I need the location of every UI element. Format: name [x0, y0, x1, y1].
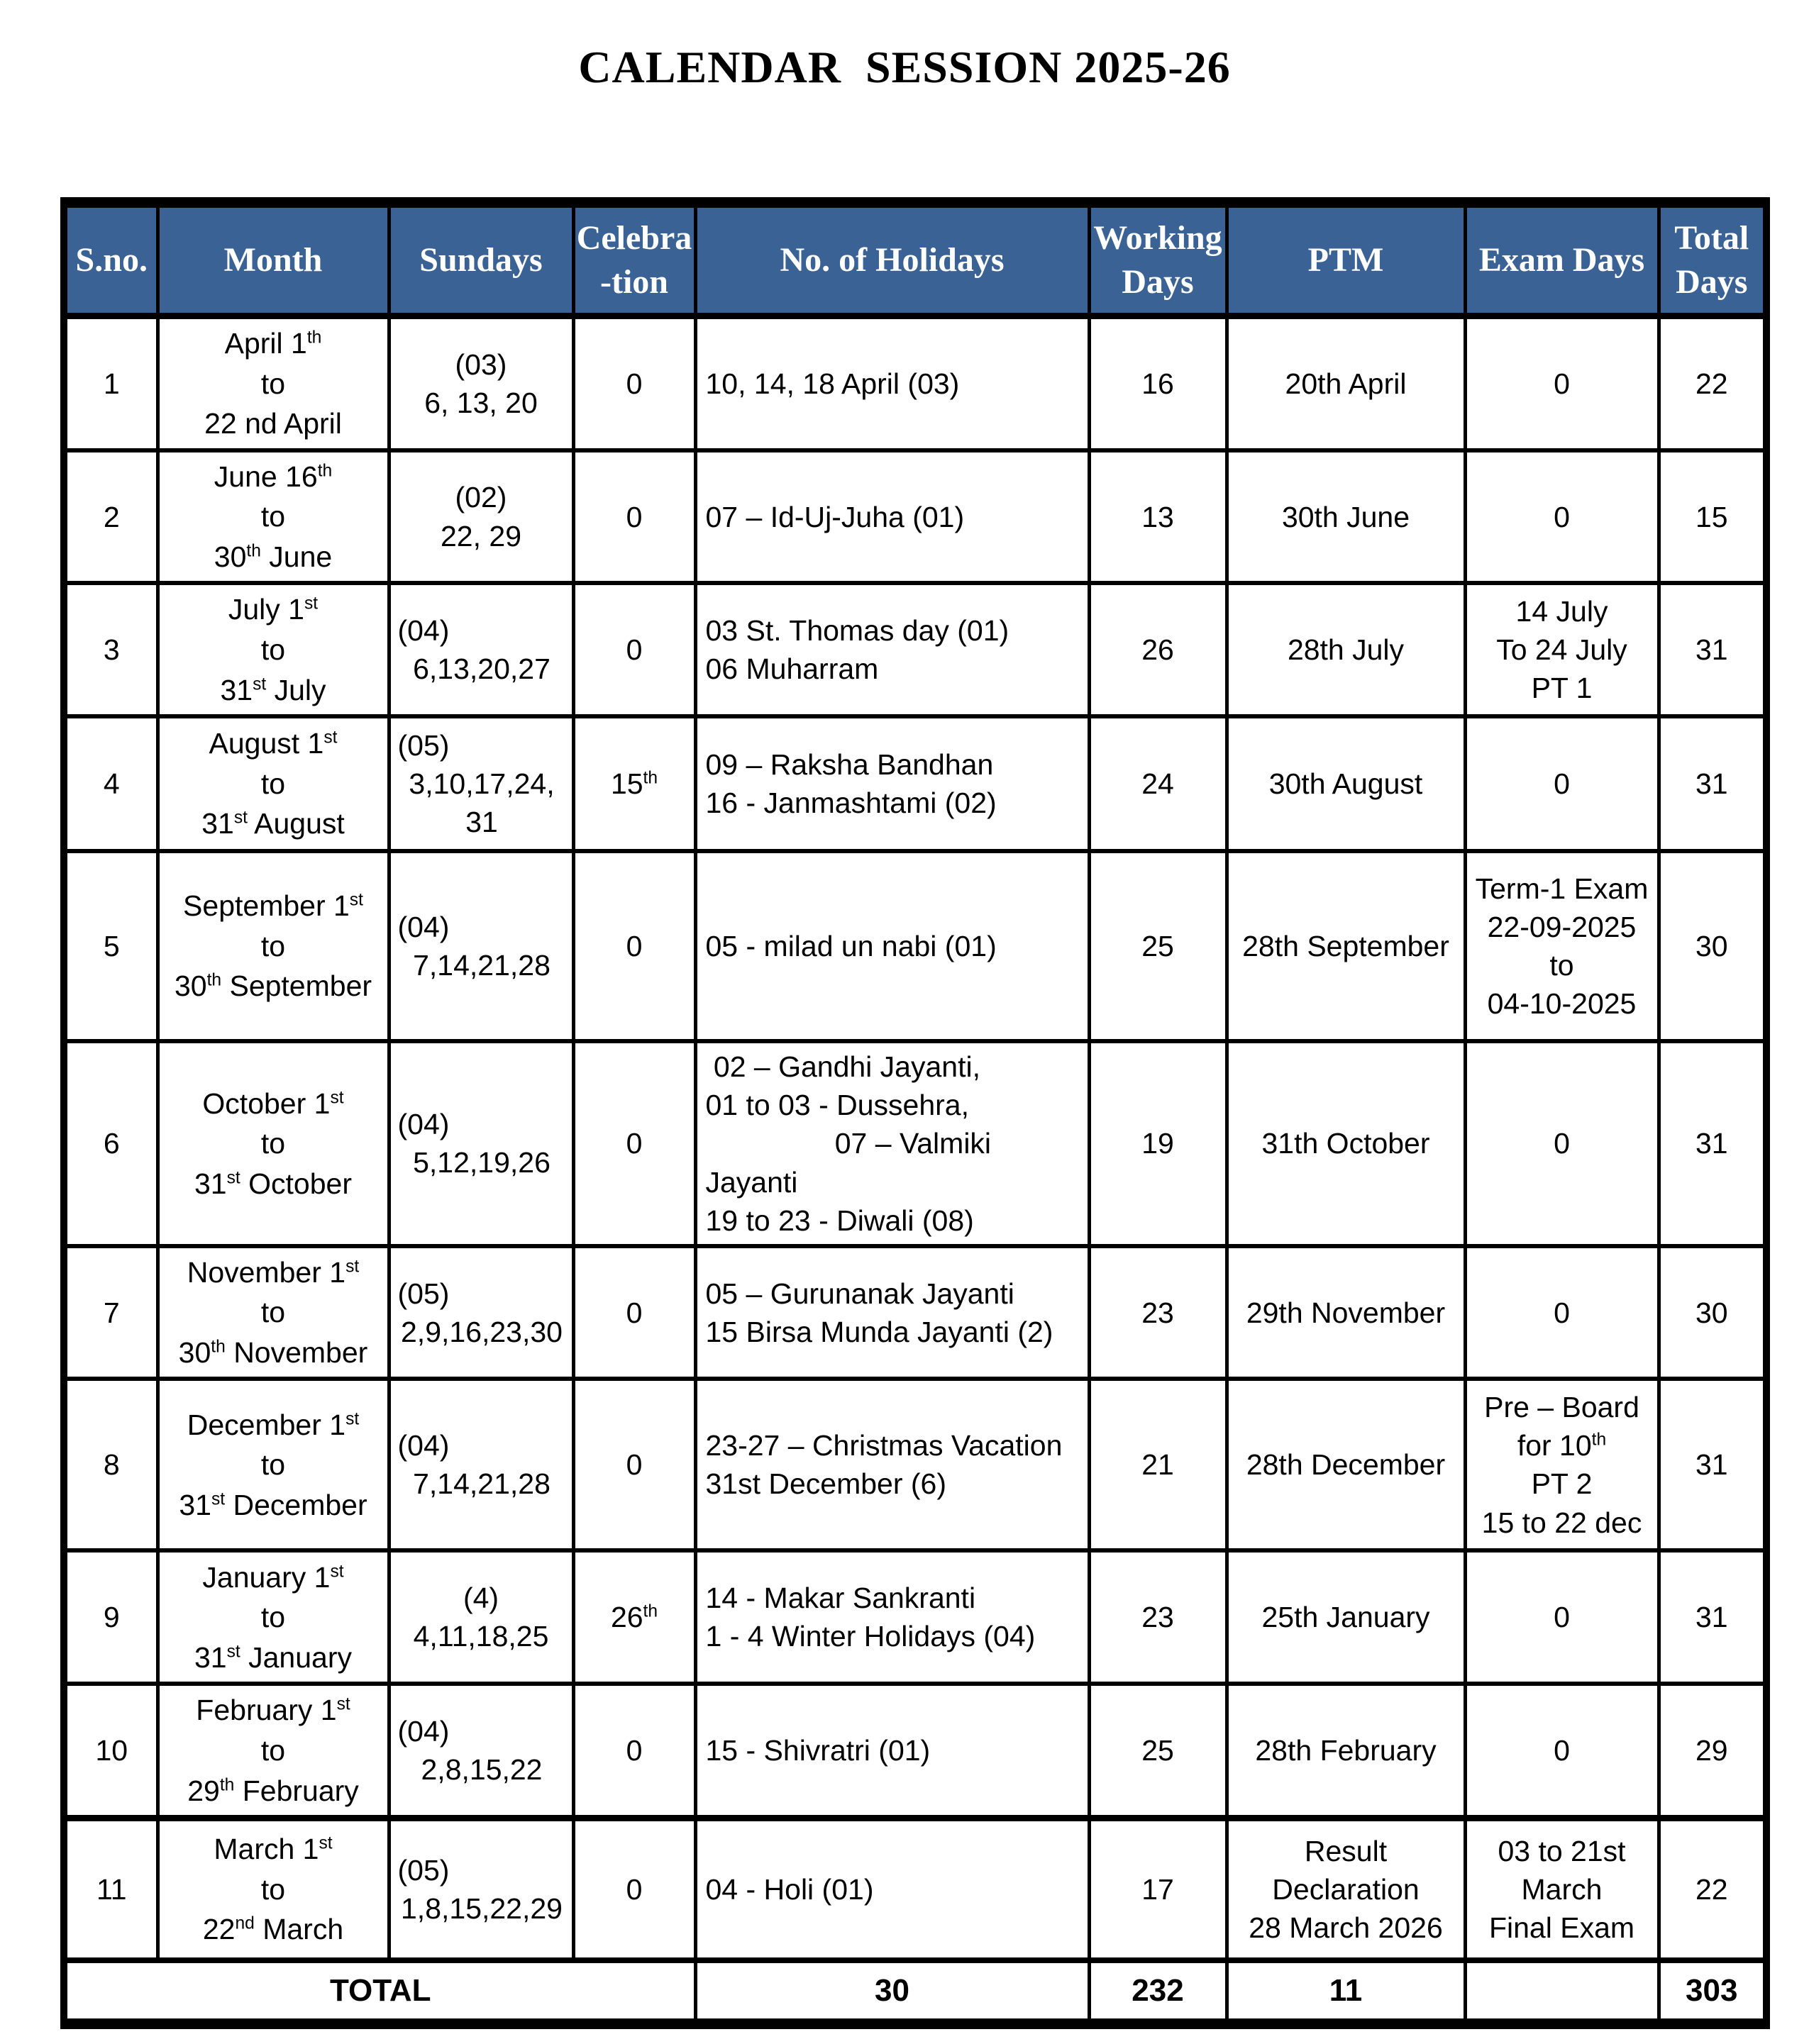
working-cell: 24: [1089, 716, 1227, 851]
exam-cell: 0: [1465, 716, 1659, 851]
holidays-cell: 15 - Shivratri (01): [695, 1684, 1089, 1818]
month-cell: September 1st to 30th September: [157, 851, 389, 1041]
exam-cell: 03 to 21st March Final Exam: [1465, 1818, 1659, 1960]
sundays-count: (04): [397, 1108, 450, 1141]
sno-cell: 7: [64, 1246, 157, 1379]
total-cell: 30: [1659, 1246, 1766, 1379]
sno-cell: 2: [64, 450, 157, 584]
sundays-cell: [389, 716, 573, 851]
sundays-cell: [389, 1818, 573, 1960]
working-total: 232: [1089, 1960, 1227, 2024]
sundays-count: (04): [397, 911, 450, 944]
month-cell: August 1st to 31st August: [157, 716, 389, 851]
sundays-days: 7,14,21,28: [413, 1467, 551, 1501]
ptm-total: 11: [1227, 1960, 1465, 2024]
month-cell: January 1st to 31st January: [157, 1550, 389, 1684]
exam-cell: 0: [1465, 450, 1659, 584]
holidays-cell: 09 – Raksha Bandhan 16 - Janmashtami (02): [695, 716, 1089, 851]
sno-cell: 3: [64, 583, 157, 716]
ptm-cell: Result Declaration 28 March 2026: [1227, 1818, 1465, 1960]
col-header-celebration: Celebra -tion: [573, 203, 695, 316]
sundays-cell: [389, 316, 573, 450]
holidays-cell: 04 - Holi (01): [695, 1818, 1089, 1960]
month-cell: December 1st to 31st December: [157, 1379, 389, 1550]
sundays-count: (04): [397, 1715, 450, 1748]
sundays-days: 22, 29: [441, 519, 521, 552]
sundays-count: (4): [463, 1582, 499, 1615]
sundays-count: (04): [397, 1429, 450, 1462]
total-cell: 31: [1659, 583, 1766, 716]
holidays-total: 30: [695, 1960, 1089, 2024]
month-cell: November 1st to 30th November: [157, 1246, 389, 1379]
working-cell: 13: [1089, 450, 1227, 584]
total-cell: 31: [1659, 716, 1766, 851]
ptm-cell: 20th April: [1227, 316, 1465, 450]
sundays-cell: [389, 1379, 573, 1550]
sno-cell: 1: [64, 316, 157, 450]
sno-cell: 5: [64, 851, 157, 1041]
celebration-cell: 15th: [573, 716, 695, 851]
table-row: [64, 316, 1766, 450]
col-header-sundays: Sundays: [389, 203, 573, 316]
month-cell: February 1st to 29th February: [157, 1684, 389, 1818]
sno-cell: 11: [64, 1818, 157, 1960]
table-row: [64, 583, 1766, 716]
col-header-ptm: PTM: [1227, 203, 1465, 316]
total-days-total: 303: [1659, 1960, 1766, 2024]
working-cell: 25: [1089, 851, 1227, 1041]
celebration-cell: 0: [573, 1246, 695, 1379]
holidays-cell: 23-27 – Christmas Vacation 31st December (6): [695, 1379, 1089, 1550]
sundays-cell: [389, 1550, 573, 1684]
ptm-cell: 28th December: [1227, 1379, 1465, 1550]
sundays-cell: [389, 450, 573, 584]
sundays-count: (02): [455, 481, 507, 514]
sundays-count: (05): [397, 1853, 450, 1887]
celebration-cell: 0: [573, 450, 695, 584]
sundays-count: (05): [397, 729, 450, 762]
working-cell: 23: [1089, 1246, 1227, 1379]
total-cell: 31: [1659, 1550, 1766, 1684]
sundays-days: 1,8,15,22,29: [401, 1892, 563, 1925]
sundays-cell: [389, 1246, 573, 1379]
table-header: [64, 203, 1766, 316]
exam-cell: 0: [1465, 1550, 1659, 1684]
sundays-days: 4,11,18,25: [413, 1620, 549, 1653]
working-cell: 17: [1089, 1818, 1227, 1960]
total-cell: 31: [1659, 1379, 1766, 1550]
exam-cell: Term-1 Exam 22-09-2025 to 04-10-2025: [1465, 851, 1659, 1041]
month-cell: April 1th to 22 nd April: [157, 316, 389, 450]
holidays-cell: 05 - milad un nabi (01): [695, 851, 1089, 1041]
header-row: [64, 203, 1766, 316]
exam-total: [1465, 1960, 1659, 2024]
celebration-cell: 0: [573, 1684, 695, 1818]
sundays-days: 6,13,20,27: [413, 652, 551, 686]
sno-cell: 4: [64, 716, 157, 851]
working-cell: 23: [1089, 1550, 1227, 1684]
total-cell: 30: [1659, 851, 1766, 1041]
celebration-cell: 0: [573, 583, 695, 716]
table-row: [64, 1550, 1766, 1684]
ptm-cell: 31th October: [1227, 1041, 1465, 1246]
col-header-working: Working Days: [1089, 203, 1227, 316]
exam-cell: 14 July To 24 July PT 1: [1465, 583, 1659, 716]
exam-cell: 0: [1465, 316, 1659, 450]
celebration-cell: 0: [573, 1379, 695, 1550]
working-cell: 19: [1089, 1041, 1227, 1246]
ptm-cell: 28th July: [1227, 583, 1465, 716]
total-label: TOTAL: [64, 1960, 695, 2024]
table-row: [64, 1684, 1766, 1818]
table-row: [64, 1041, 1766, 1246]
sundays-days: 2,9,16,23,30: [401, 1315, 563, 1348]
sundays-cell: [389, 1684, 573, 1818]
holidays-cell: 10, 14, 18 April (03): [695, 316, 1089, 450]
sundays-count: (03): [455, 348, 507, 381]
celebration-cell: 0: [573, 1041, 695, 1246]
table-row: [64, 1246, 1766, 1379]
col-header-total: Total Days: [1659, 203, 1766, 316]
total-cell: 15: [1659, 450, 1766, 584]
col-header-holidays: No. of Holidays: [695, 203, 1089, 316]
sundays-days: 5,12,19,26: [413, 1146, 551, 1179]
sundays-count: (05): [397, 1277, 450, 1310]
col-header-sno: S.no.: [64, 203, 157, 316]
celebration-cell: 26th: [573, 1550, 695, 1684]
holidays-cell: 05 – Gurunanak Jayanti 15 Birsa Munda Jayanti (2): [695, 1246, 1089, 1379]
month-cell: July 1st to 31st July: [157, 583, 389, 716]
sundays-cell: [389, 1041, 573, 1246]
sundays-days: 3,10,17,24, 31: [409, 767, 555, 839]
sno-cell: 9: [64, 1550, 157, 1684]
holidays-cell: 14 - Makar Sankranti 1 - 4 Winter Holidays (04): [695, 1550, 1089, 1684]
table-row: [64, 450, 1766, 584]
sno-cell: 6: [64, 1041, 157, 1246]
total-cell: 31: [1659, 1041, 1766, 1246]
month-cell: March 1st to 22nd March: [157, 1818, 389, 1960]
working-cell: 16: [1089, 316, 1227, 450]
ptm-cell: 25th January: [1227, 1550, 1465, 1684]
sundays-cell: [389, 583, 573, 716]
celebration-cell: 0: [573, 1818, 695, 1960]
exam-cell: 0: [1465, 1246, 1659, 1379]
total-row: [64, 1960, 1766, 2024]
ptm-cell: 28th September: [1227, 851, 1465, 1041]
ptm-cell: 30th August: [1227, 716, 1465, 851]
sundays-days: 7,14,21,28: [413, 949, 551, 982]
sno-cell: 10: [64, 1684, 157, 1818]
ptm-cell: 28th February: [1227, 1684, 1465, 1818]
working-cell: 25: [1089, 1684, 1227, 1818]
total-cell: 22: [1659, 1818, 1766, 1960]
holidays-cell: 02 – Gandhi Jayanti, 01 to 03 - Dussehra, 07 – Valmiki Jayanti 19 to 23 - Diwali (08): [695, 1041, 1089, 1246]
celebration-cell: 0: [573, 316, 695, 450]
sundays-days: 6, 13, 20: [424, 386, 538, 419]
exam-cell: Pre – Board for 10th PT 2 15 to 22 dec: [1465, 1379, 1659, 1550]
table-row: [64, 1379, 1766, 1550]
sno-cell: 8: [64, 1379, 157, 1550]
ptm-cell: 30th June: [1227, 450, 1465, 584]
sundays-days: 2,8,15,22: [421, 1753, 543, 1787]
col-header-month: Month: [157, 203, 389, 316]
exam-cell: 0: [1465, 1041, 1659, 1246]
page-title: CALENDAR SESSION 2025-26: [578, 42, 1231, 92]
month-cell: October 1st to 31st October: [157, 1041, 389, 1246]
sundays-cell: [389, 851, 573, 1041]
calendar-table: [60, 197, 1770, 2029]
holidays-cell: 03 St. Thomas day (01) 06 Muharram: [695, 583, 1089, 716]
exam-cell: 0: [1465, 1684, 1659, 1818]
col-header-exam: Exam Days: [1465, 203, 1659, 316]
total-cell: 22: [1659, 316, 1766, 450]
table-row: [64, 716, 1766, 851]
table-row: [64, 1818, 1766, 1960]
table-body: [64, 316, 1766, 2024]
celebration-cell: 0: [573, 851, 695, 1041]
total-cell: 29: [1659, 1684, 1766, 1818]
month-cell: June 16th to 30th June: [157, 450, 389, 584]
holidays-cell: 07 – Id-Uj-Juha (01): [695, 450, 1089, 584]
ptm-cell: 29th November: [1227, 1246, 1465, 1379]
sundays-count: (04): [397, 614, 450, 648]
working-cell: 26: [1089, 583, 1227, 716]
working-cell: 21: [1089, 1379, 1227, 1550]
table-row: [64, 851, 1766, 1041]
